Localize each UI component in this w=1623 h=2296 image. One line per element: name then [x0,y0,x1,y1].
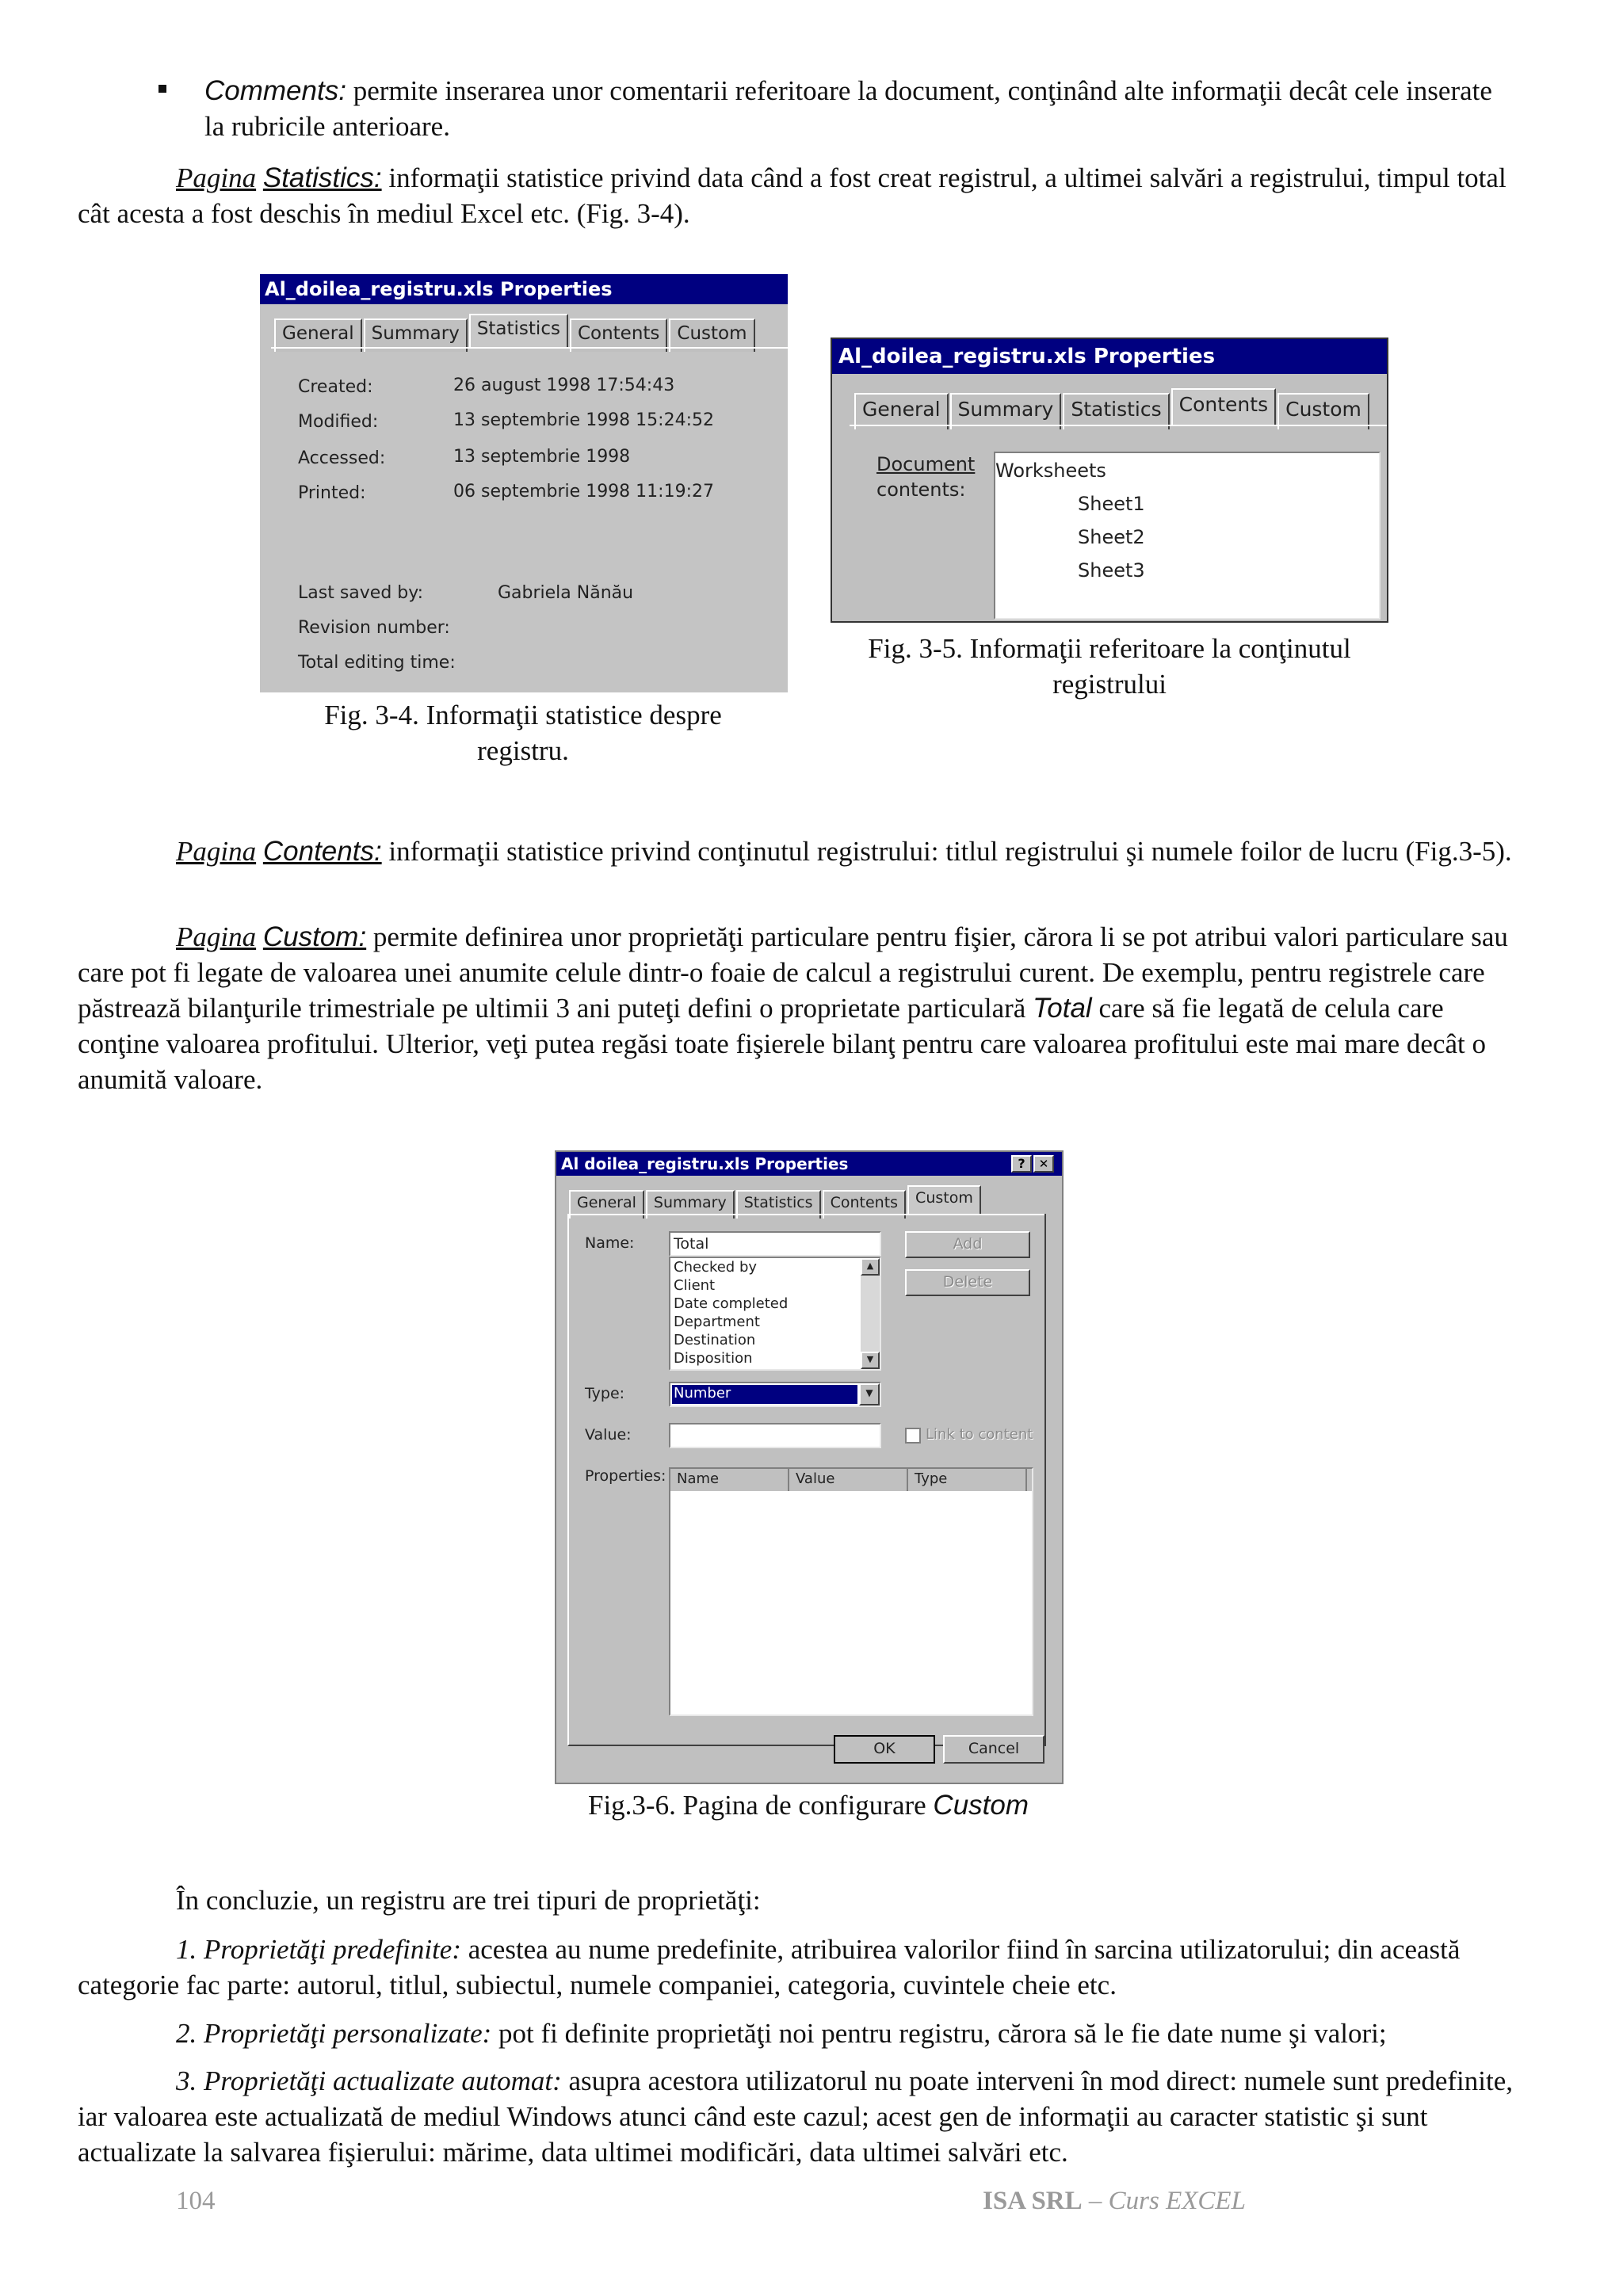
fig36-value-label: Value: [585,1426,632,1444]
fig35-doc-label-2: contents: [876,479,966,501]
close-icon: ✕ [1038,1157,1049,1171]
fig36-tab-summary[interactable]: Summary [646,1190,735,1219]
fig34-created-value: 26 august 1998 17:54:43 [453,376,675,395]
fig36-help-button[interactable] [1011,1155,1032,1173]
contents-term: Contents: [262,836,382,867]
footer-company: ISA SRL [983,2187,1083,2215]
fig35-titlebar [832,339,1387,374]
conclusion-paragraph: În concluzie, un registru are trei tipuri de proprietăţi: [176,1885,761,1916]
statistics-paragraph [78,160,1528,231]
fig36-col-name[interactable]: Name [670,1469,789,1491]
fig34-tab-custom[interactable]: Custom [669,318,754,352]
fig34-tab-summary[interactable]: Summary [364,318,468,352]
p3-text: asupra acestora utilizatorul nu poate interveni în mod direct: numele sunt predefinite, iar valoarea este actualizată de mediul Windows atunci când este cazul; acest gen de informaţii au caracter statistic şi sunt actualizate la salvarea fişierului: mărime, data ultimei modificări, data ultimei salvări etc. [78,2065,1514,2168]
p1-term: 1. Proprietăţi predefinite: [176,1934,461,1965]
fig36-tab-general[interactable]: General [569,1190,644,1219]
fig34-titlebar [260,274,788,304]
fig36-tab-contents[interactable]: Contents [823,1190,906,1219]
fig36-cancel-label: Cancel [968,1740,1020,1757]
fig36-list-item[interactable]: Client [674,1277,716,1294]
fig35-tree-sheet3[interactable]: Sheet3 [1078,559,1145,582]
custom-term: Custom: [262,921,367,952]
comments-paragraph [204,73,1504,144]
fig36-cancel-button[interactable] [943,1735,1044,1764]
custom-text-1: permite definirea unor proprietăţi particulare pentru fişier, cărora li se pot atribui valori particulare sau care pot fi legate de valoarea unei anumite celule dintr-o foaie de calcul a registrului curent. De exemplu, pentru registrele care păstrează bilanţurile trimestriale pe ultimii 3 ani puteţi defini o proprietate particulară [78,921,1508,1024]
fig35-tree-sheet1[interactable]: Sheet1 [1078,493,1145,515]
fig34-last-saved-value: Gabriela Nănău [498,583,634,603]
property-type-1 [78,1932,1528,2003]
fig36-name-label: Name: [585,1234,635,1252]
fig34-modified-value: 13 septembrie 1998 15:24:52 [453,410,714,430]
fig36-title: Al doilea_registru.xls Properties [561,1154,849,1173]
contents-paragraph [78,833,1528,869]
fig36-type-select[interactable] [669,1382,881,1407]
fig36-name-list[interactable] [669,1257,881,1371]
help-icon: ? [1018,1156,1025,1171]
fig36-caption-prefix: Fig.3-6. Pagina de configurare [587,1790,934,1821]
fig34-modified-label: Modified: [298,412,379,432]
footer-course-name: – Curs EXCEL [1082,2187,1246,2215]
fig34-printed-label: Printed: [298,483,366,503]
fig35-contents-tree[interactable] [994,452,1381,620]
fig34-accessed-label: Accessed: [298,448,386,468]
fig36-name-input[interactable] [669,1231,881,1257]
fig36-col-value[interactable]: Value [789,1469,908,1491]
fig36-type-value: Number [672,1385,857,1404]
custom-paragraph [78,919,1528,1097]
scroll-down-icon[interactable]: ▼ [861,1352,880,1369]
fig35-tab-custom[interactable]: Custom [1277,393,1369,429]
fig36-list-item[interactable]: Checked by [674,1259,758,1276]
fig35-dialog [831,338,1388,623]
fig36-add-button[interactable] [905,1231,1030,1258]
fig36-properties-header [670,1469,1032,1491]
fig36-list-item[interactable]: Destination [674,1332,756,1348]
fig36-tab-custom[interactable]: Custom [907,1185,981,1214]
fig36-dialog [555,1150,1064,1784]
fig36-properties-list[interactable] [669,1467,1033,1716]
fig36-tab-statistics[interactable]: Statistics [736,1190,821,1219]
fig36-add-label: Add [953,1235,983,1253]
statistics-term: Statistics: [262,162,382,193]
comments-term: Comments: [204,75,346,106]
fig34-tab-statistics[interactable]: Statistics [469,314,568,347]
contents-text: informaţii statistice privind conţinutul registrului: titlul registrului şi numele foilor de lucru (Fig.3-5). [381,836,1512,867]
statistics-prefix: Pagina [176,162,257,193]
fig34-dialog [260,274,788,692]
fig34-last-saved-label: Last saved by: [298,583,424,603]
contents-prefix: Pagina [176,836,257,867]
property-type-3 [78,2063,1528,2170]
fig35-title: Al_doilea_registru.xls Properties [838,345,1216,368]
property-type-2 [78,2016,1528,2051]
fig36-list-scrollbar[interactable] [861,1258,880,1369]
fig36-col-type[interactable]: Type [908,1469,1027,1491]
bullet-marker [158,85,166,93]
custom-total: Total [1033,993,1092,1024]
fig36-properties-label: Properties: [585,1467,666,1485]
fig36-titlebar [556,1152,1062,1176]
chevron-down-icon[interactable]: ▼ [859,1383,880,1405]
fig36-name-value: Total [674,1235,709,1253]
fig34-tab-general[interactable]: General [274,318,362,352]
fig34-revision-label: Revision number: [298,618,450,638]
fig36-ok-button[interactable] [834,1735,935,1764]
footer-course [983,2187,1246,2216]
fig35-tab-general[interactable]: General [854,393,949,429]
scroll-up-icon[interactable]: ▲ [861,1258,880,1276]
fig34-accessed-value: 13 septembrie 1998 [453,447,631,467]
fig34-title: Al_doilea_registru.xls Properties [265,278,613,300]
p2-text: pot fi definite proprietăţi noi pentru registru, cărora să le fie date nume şi valori; [491,2018,1387,2049]
fig34-tab-contents[interactable]: Contents [570,318,667,352]
fig36-type-label: Type: [585,1385,625,1402]
fig36-caption-term: Custom [933,1790,1029,1821]
page-number: 104 [176,2187,216,2215]
fig36-list-item[interactable]: Disposition [674,1350,753,1367]
fig35-tree-root[interactable]: Worksheets [995,460,1106,482]
fig35-tree-sheet2[interactable]: Sheet2 [1078,526,1145,548]
fig36-value-input[interactable] [669,1423,881,1448]
fig36-link-label: Link to content [926,1426,1033,1443]
comments-text: permite inserarea unor comentarii referitoare la document, conţinând alte informaţii decât cele inserate la rubricile anterioare. [204,75,1492,142]
fig35-caption: Fig. 3-5. Informaţii referitoare la conţinutul registrului [868,633,1351,700]
custom-prefix: Pagina [176,921,257,952]
fig35-doc-label-1: Document [876,453,976,475]
fig36-ok-label: OK [873,1740,896,1757]
fig34-caption: Fig. 3-4. Informaţii statistice despre registru. [324,700,722,766]
fig35-tab-contents[interactable]: Contents [1171,388,1276,425]
p2-term: 2. Proprietăţi personalizate: [176,2018,492,2049]
fig35-tab-summary[interactable]: Summary [950,393,1062,429]
p1-text: acestea au nume predefinite, atribuirea valorilor fiind în sarcina utilizatorului; din această categorie fac parte: autorul, titlul, subiectul, numele companiei, categoria, cuvintele cheie etc. [78,1934,1461,2000]
p3-term: 3. Proprietăţi actualizate automat: [176,2065,562,2096]
fig36-close-button[interactable] [1033,1155,1054,1173]
fig34-created-label: Created: [298,377,373,397]
fig36-list-item[interactable]: Department [674,1314,760,1330]
fig36-link-checkbox[interactable] [905,1428,921,1444]
statistics-text: informaţii statistice privind data când a fost creat registrul, a ultimei salvări a registrului, timpul total cât acesta a fost deschis în mediul Excel etc. (Fig. 3-4). [78,162,1507,229]
fig36-delete-label: Delete [942,1273,993,1291]
fig36-list-item[interactable]: Date completed [674,1295,789,1312]
fig36-caption [555,1787,1062,1823]
custom-text-2: care să fie legată de celula care conţine valoarea profitului. Ulterior, veţi putea regăsi toate fişierele bilanţ pentru care valoarea profitului este mai mare decât o anumită valoare. [78,993,1486,1095]
fig34-editing-label: Total editing time: [298,653,456,673]
fig35-tab-statistics[interactable]: Statistics [1063,393,1169,429]
fig36-delete-button[interactable] [905,1269,1030,1296]
fig34-printed-value: 06 septembrie 1998 11:19:27 [453,482,714,502]
